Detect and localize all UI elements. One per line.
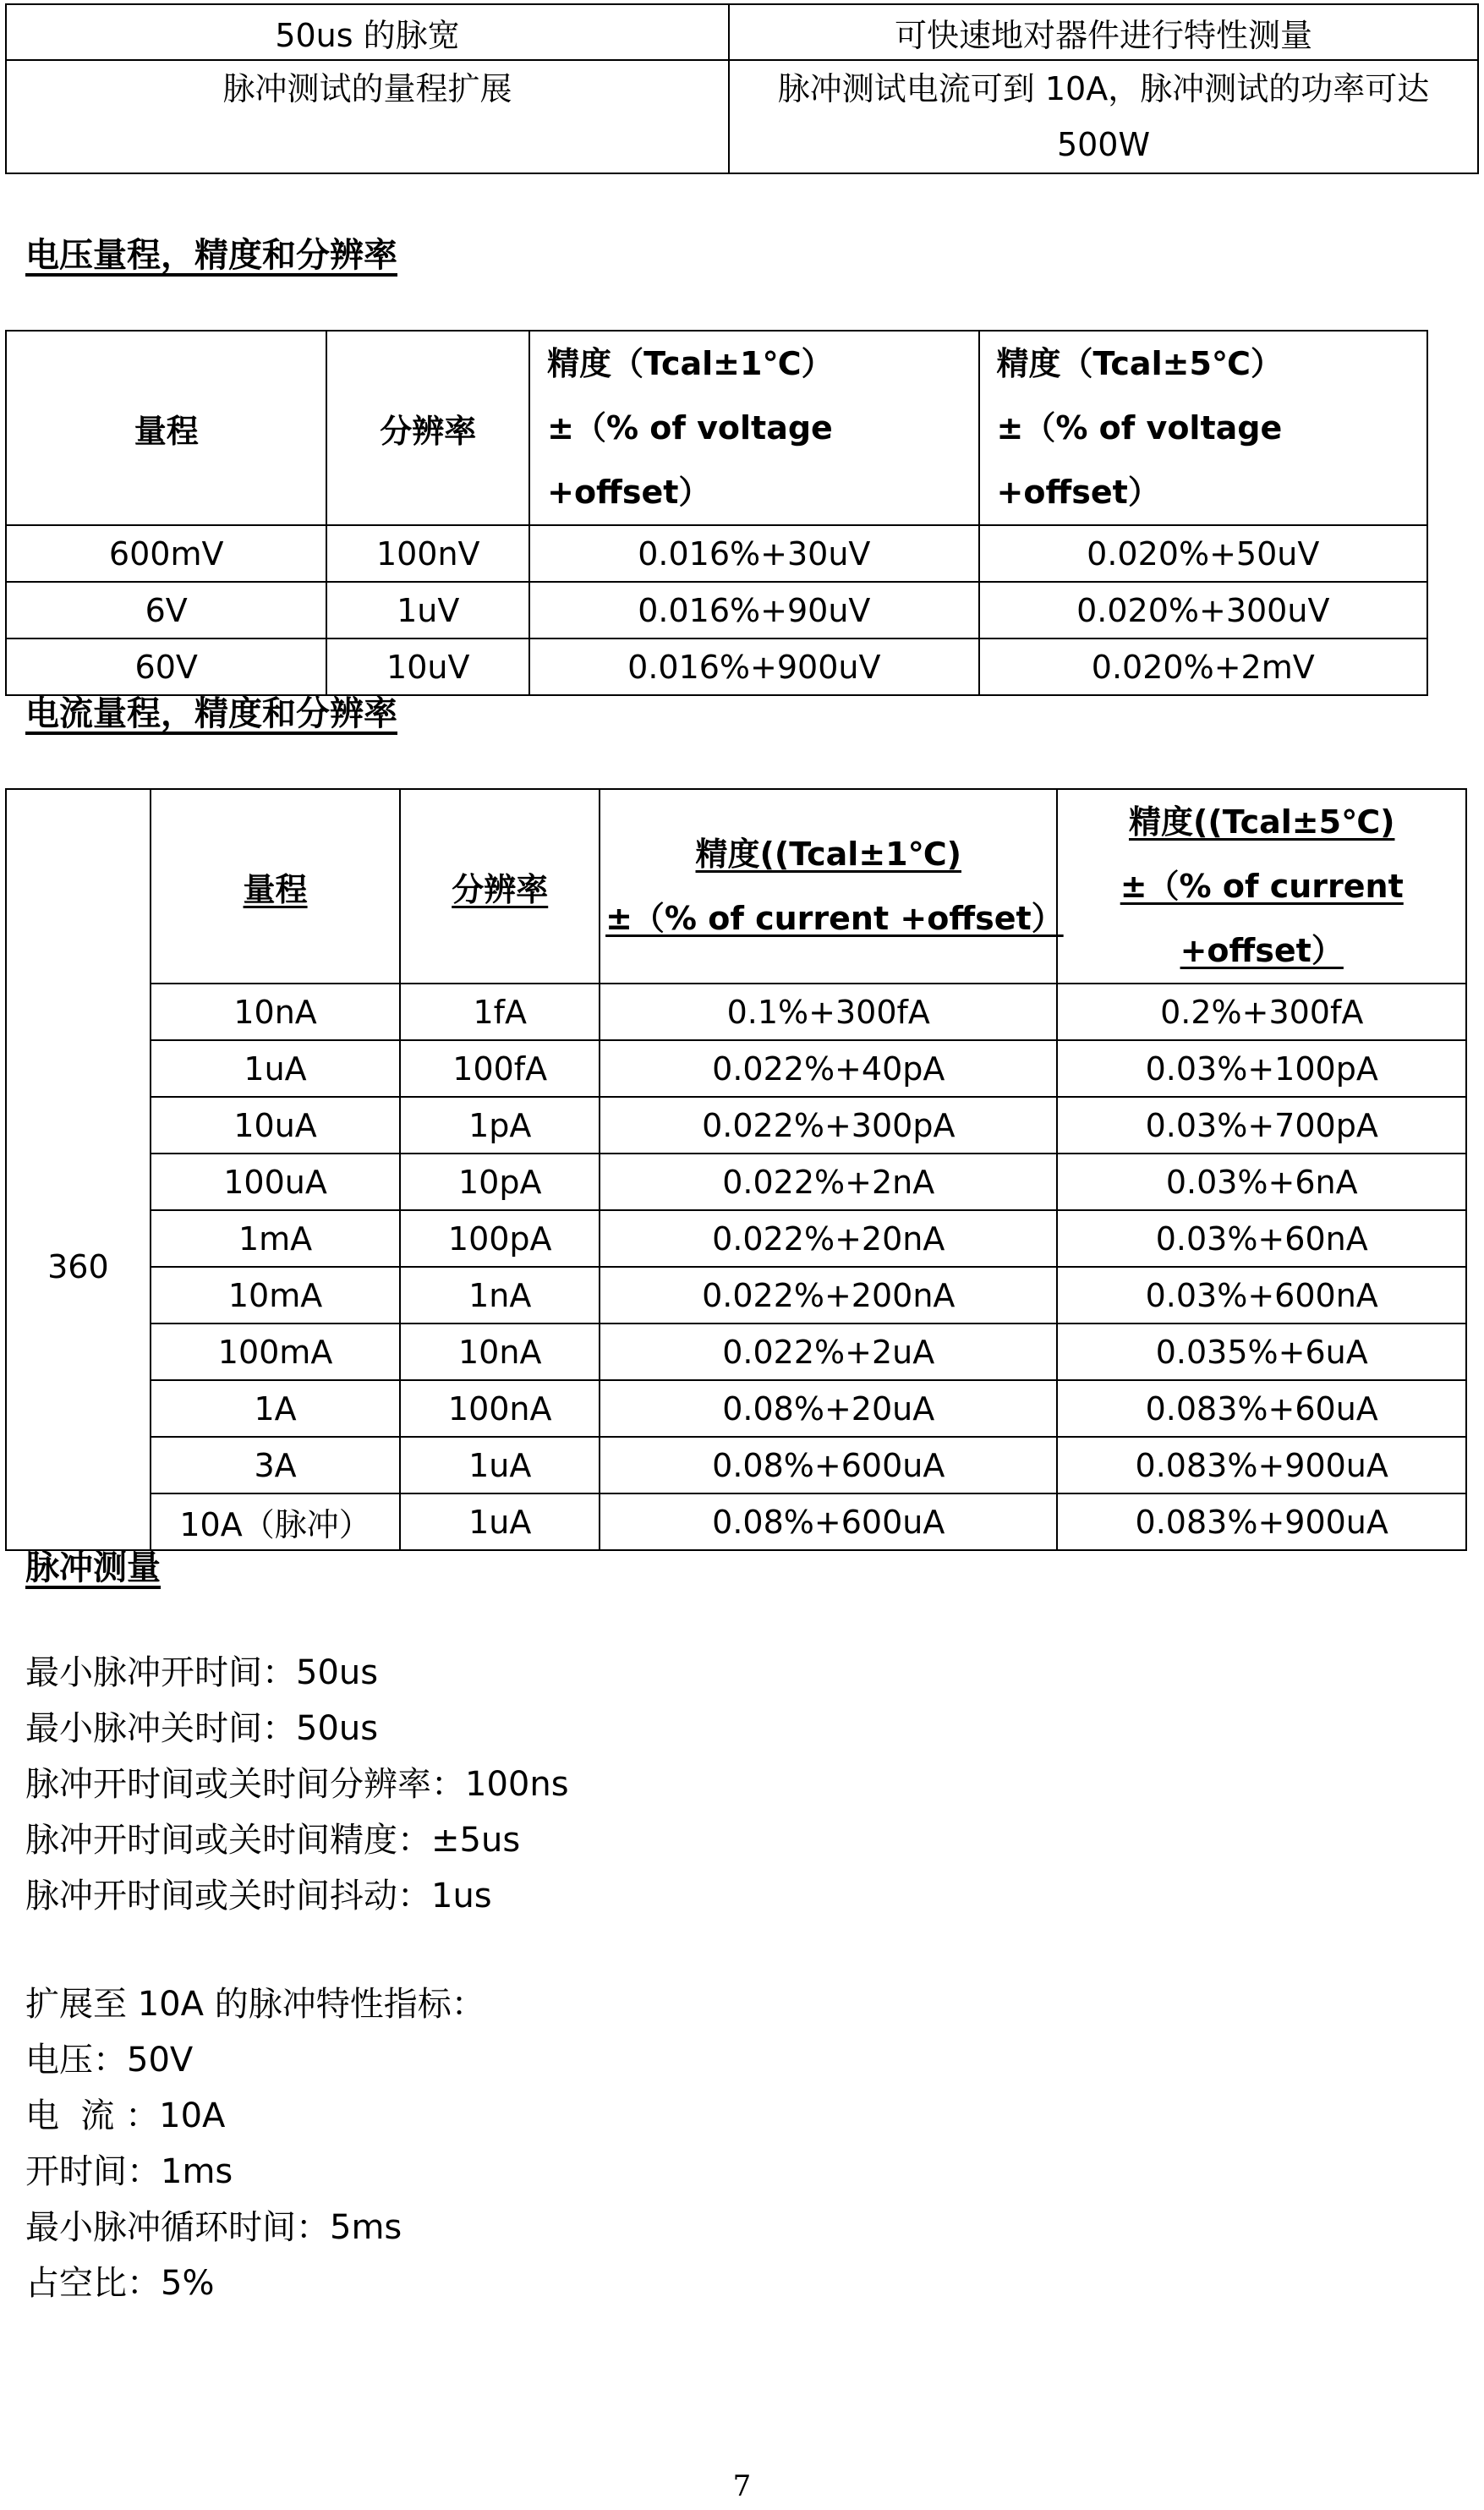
table-cell: 脉冲测试电流可到 10A，脉冲测试的功率可达 500W	[729, 60, 1478, 173]
table-header-row	[6, 331, 1427, 525]
table-row	[6, 984, 1466, 1040]
current-spec-table	[5, 788, 1467, 1551]
cell-range: 1uA	[151, 1040, 401, 1097]
spec-line: 脉冲开时间或关时间精度：±5us	[25, 1821, 521, 1860]
cell-resolution: 1uA	[400, 1437, 600, 1493]
cell-accuracy-5c: 0.03%+600nA	[1057, 1267, 1466, 1324]
table-row	[6, 1437, 1466, 1493]
page-number: 7	[732, 2469, 752, 2503]
table-row	[6, 1380, 1466, 1437]
cell-accuracy-1c: 0.016%+90uV	[529, 582, 978, 638]
header-accuracy-formula: ±（% of voltage +offset）	[996, 409, 1283, 511]
cell-resolution: 10uV	[326, 638, 529, 695]
current-section-heading: 电流量程，精度和分辨率	[25, 694, 397, 733]
cell-accuracy-1c: 0.08%+20uA	[600, 1380, 1057, 1437]
group-label-cell: 360	[6, 984, 151, 1550]
table-row	[6, 1267, 1466, 1324]
cell-accuracy-1c: 0.08%+600uA	[600, 1437, 1057, 1493]
table-row	[6, 4, 1478, 60]
cell-accuracy-5c: 0.03%+6nA	[1057, 1154, 1466, 1210]
table-cell: 50us 的脉宽	[6, 4, 729, 60]
cell-range: 60V	[6, 638, 326, 695]
cell-range: 10uA	[151, 1097, 401, 1154]
header-accuracy-1c	[529, 331, 978, 525]
cell-resolution: 100fA	[400, 1040, 600, 1097]
cell-accuracy-5c: 0.03%+60nA	[1057, 1210, 1466, 1267]
header-range: 量程	[6, 331, 326, 525]
header-accuracy-5c	[1057, 789, 1466, 984]
header-accuracy-formula: ±（% of current +offset）	[605, 900, 1064, 937]
header-accuracy-title: 精度（Tcal±1℃）	[547, 345, 834, 382]
cell-accuracy-1c: 0.022%+20nA	[600, 1210, 1057, 1267]
table-row	[6, 1324, 1466, 1380]
extension-spec-list	[25, 2032, 402, 2311]
header-range: 量程	[151, 789, 401, 984]
table-row	[6, 525, 1427, 582]
header-accuracy-title: 精度（Tcal±5℃）	[996, 345, 1283, 382]
table-row	[6, 1154, 1466, 1210]
cell-range: 600mV	[6, 525, 326, 582]
cell-resolution: 100nV	[326, 525, 529, 582]
cell-accuracy-5c: 0.2%+300fA	[1057, 984, 1466, 1040]
cell-accuracy-1c: 0.1%+300fA	[600, 984, 1057, 1040]
cell-range: 100mA	[151, 1324, 401, 1380]
header-accuracy-1c	[600, 789, 1064, 984]
cell-resolution: 100pA	[400, 1210, 600, 1267]
cell-range: 10mA	[151, 1267, 401, 1324]
table-row	[6, 582, 1427, 638]
cell-accuracy-1c: 0.022%+2uA	[600, 1324, 1057, 1380]
header-accuracy-title: 精度((Tcal±1℃)	[695, 836, 961, 873]
pulse-section-heading: 脉冲测量	[25, 1548, 161, 1587]
spec-line: 最小脉冲循环时间：5ms	[25, 2208, 402, 2247]
header-accuracy-formula: ±（% of voltage +offset）	[547, 409, 833, 511]
cell-resolution: 1uV	[326, 582, 529, 638]
table-cell: 可快速地对器件进行特性测量	[729, 4, 1478, 60]
pulse-spec-list	[25, 1645, 569, 1924]
cell-accuracy-1c: 0.022%+300pA	[600, 1097, 1057, 1154]
cell-range: 100uA	[151, 1154, 401, 1210]
cell-resolution: 1pA	[400, 1097, 600, 1154]
cell-accuracy-1c: 0.022%+2nA	[600, 1154, 1057, 1210]
header-group-cell	[6, 789, 151, 984]
spec-line: 最小脉冲关时间：50us	[25, 1709, 379, 1748]
cell-accuracy-5c: 0.083%+60uA	[1057, 1380, 1466, 1437]
cell-accuracy-1c: 0.022%+200nA	[600, 1267, 1057, 1324]
header-resolution: 分辨率	[400, 789, 600, 984]
cell-accuracy-5c: 0.020%+50uV	[979, 525, 1427, 582]
spec-line: 脉冲开时间或关时间抖动：1us	[25, 1877, 492, 1915]
cell-range: 10nA	[151, 984, 401, 1040]
cell-accuracy-5c: 0.020%+2mV	[979, 638, 1427, 695]
cell-resolution: 100nA	[400, 1380, 600, 1437]
cell-range: 3A	[151, 1437, 401, 1493]
table-row	[6, 1097, 1466, 1154]
table-row	[6, 1040, 1466, 1097]
voltage-spec-table	[5, 330, 1428, 696]
spec-line: 占空比：5%	[25, 2264, 215, 2303]
header-accuracy-5c	[979, 331, 1427, 525]
header-accuracy-formula: ±（% of current +offset）	[1120, 868, 1404, 969]
header-accuracy-title: 精度((Tcal±5℃)	[1128, 803, 1395, 841]
cell-range: 6V	[6, 582, 326, 638]
cell-resolution: 10pA	[400, 1154, 600, 1210]
cell-accuracy-1c: 0.08%+600uA	[600, 1493, 1057, 1550]
spec-line: 电 流 ：10A	[25, 2096, 226, 2135]
cell-accuracy-1c: 0.016%+900uV	[529, 638, 978, 695]
spec-line: 开时间：1ms	[25, 2152, 233, 2191]
table-header-row	[6, 789, 1466, 984]
cell-accuracy-5c: 0.083%+900uA	[1057, 1437, 1466, 1493]
cell-resolution: 1nA	[400, 1267, 600, 1324]
cell-resolution: 1fA	[400, 984, 600, 1040]
cell-resolution: 10nA	[400, 1324, 600, 1380]
table-row	[6, 1493, 1466, 1550]
cell-accuracy-5c: 0.020%+300uV	[979, 582, 1427, 638]
table-row	[6, 1210, 1466, 1267]
spec-line: 脉冲开时间或关时间分辨率：100ns	[25, 1765, 569, 1804]
cell-resolution: 1uA	[400, 1493, 600, 1550]
table-cell: 脉冲测试的量程扩展	[6, 60, 729, 173]
cell-range: 1mA	[151, 1210, 401, 1267]
voltage-section-heading: 电压量程，精度和分辨率	[25, 236, 397, 275]
table-row	[6, 60, 1478, 173]
spec-line: 电压：50V	[25, 2041, 194, 2080]
spec-line: 最小脉冲开时间：50us	[25, 1653, 379, 1692]
cell-accuracy-5c: 0.035%+6uA	[1057, 1324, 1466, 1380]
cell-range: 10A（脉冲）	[151, 1493, 401, 1550]
cell-accuracy-1c: 0.016%+30uV	[529, 525, 978, 582]
cell-accuracy-5c: 0.03%+700pA	[1057, 1097, 1466, 1154]
cell-accuracy-5c: 0.03%+100pA	[1057, 1040, 1466, 1097]
extension-title: 扩展至 10A 的脉冲特性指标：	[25, 1985, 485, 2024]
cell-range: 1A	[151, 1380, 401, 1437]
cell-accuracy-1c: 0.022%+40pA	[600, 1040, 1057, 1097]
feature-table	[5, 3, 1479, 174]
cell-accuracy-5c: 0.083%+900uA	[1057, 1493, 1466, 1550]
header-resolution: 分辨率	[326, 331, 529, 525]
